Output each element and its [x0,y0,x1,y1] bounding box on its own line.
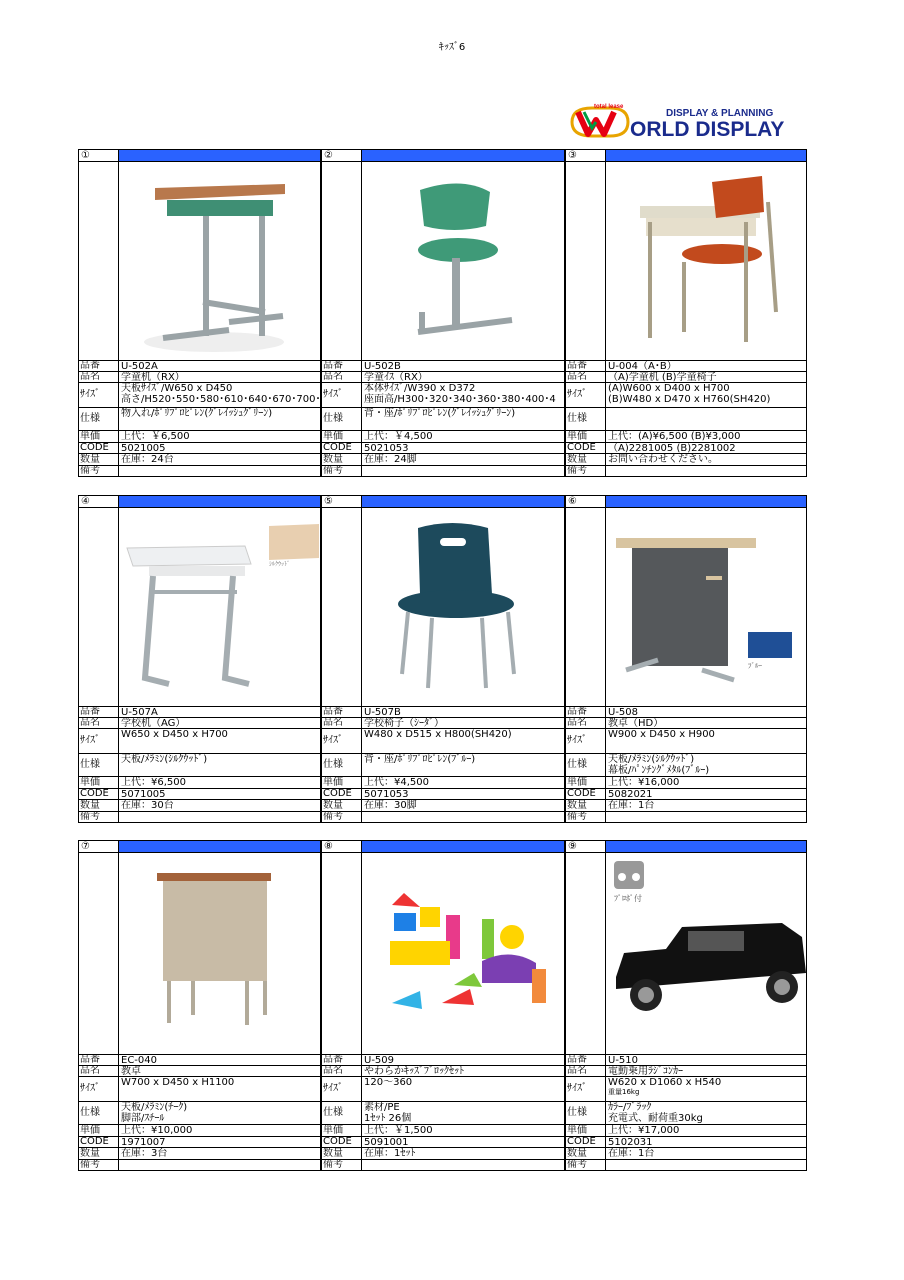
item-7-image-cell [118,852,321,1055]
number-label: 品番 [323,1054,343,1065]
item-8-note-value [361,1159,565,1171]
item-4-image-label-cell [78,507,119,707]
item-number-symbol: ① [81,150,90,161]
size-label: ｻｲｽﾞ [567,1083,587,1094]
spec-line2: 幕板/ﾊﾟﾝﾁﾝｸﾞﾒﾀﾙ(ﾌﾞﾙｰ) [608,765,710,776]
code-label: CODE [323,1136,352,1147]
spec-line1: 天板/ﾒﾗﾐﾝ(ｼﾙｸｳｯﾄﾞ) [608,754,695,765]
size-line2: (B)W480 x D470 x H760(SH420) [608,394,771,405]
product-image-2 [362,162,565,361]
size-label: ｻｲｽﾞ [323,389,343,400]
item-4-spec-label [78,753,119,777]
spec-line1: 物入れ/ﾎﾟﾘﾌﾟﾛﾋﾟﾚﾝ(ｸﾞﾚｲｯｼｭｸﾞﾘｰﾝ) [121,408,273,419]
product-image-9 [606,853,807,1055]
size-line2: 座面高/H300･320･340･360･380･400･4 [364,394,556,405]
name-value: （A)学童机 (B)学童椅子 [608,372,717,383]
item-5-image-label-cell [321,507,362,707]
item-1-note-value [118,465,321,477]
item-number-symbol: ⑦ [81,841,90,852]
note-label: 備考 [323,465,343,476]
spec-line2: 1ｾｯﾄ 26個 [364,1113,412,1124]
item-9-image-cell [605,852,807,1055]
item-6-spec-value [605,753,807,777]
item-6-image-label-cell [565,507,606,707]
item-2-size-value [361,382,565,408]
item-6-note-value [605,811,807,823]
product-image-3 [606,162,807,361]
item-2-note-label [321,465,362,477]
world-display-logo [570,100,805,142]
code-value: 5102031 [608,1137,653,1148]
logo-small-text: total lease [594,104,624,110]
code-label: CODE [80,442,109,453]
name-value: 教卓（HD） [608,718,664,729]
qty-value: 在庫：24台 [121,454,174,465]
item-4-size-value [118,728,321,754]
price-value: 上代：¥10,000 [121,1125,193,1136]
item-1-spec-value [118,407,321,431]
item-1-image-label-cell [78,161,119,361]
qty-value: 在庫：1ｾｯﾄ [364,1148,416,1159]
item-1-size-value [118,382,321,408]
name-value: 教卓 [121,1066,141,1077]
number-label: 品番 [567,1054,587,1065]
item-3-spec-label [565,407,606,431]
name-label: 品名 [567,371,587,382]
price-label: 単価 [323,777,343,788]
size-line1: 天板ｻｲｽﾞ/W650 x D450 [121,383,233,394]
code-value: 5082021 [608,789,653,800]
code-label: CODE [567,788,596,799]
size-label: ｻｲｽﾞ [567,389,587,400]
price-label: 単価 [80,1125,100,1136]
name-value: 学童ｲｽ（RX） [364,372,428,383]
item-9-note-value [605,1159,807,1171]
item-number-symbol: ② [324,150,333,161]
size-line1: W900 x D450 x H900 [608,729,715,740]
note-label: 備考 [80,465,100,476]
product-image-4 [119,508,321,707]
spec-line1: 素材/PE [364,1102,400,1113]
size-line1: W650 x D450 x H700 [121,729,228,740]
code-value: 5021005 [121,443,166,454]
qty-label: 数量 [80,800,100,811]
item-2-image-cell [361,161,565,361]
size-line1: W480 x D515 x H800(SH420) [364,729,512,740]
item-2-note-value [361,465,565,477]
size-label: ｻｲｽﾞ [567,735,587,746]
size-line1: 本体ｻｲｽﾞ/W390 x D372 [364,383,476,394]
name-label: 品名 [80,371,100,382]
spec-line1: 天板/ﾒﾗﾐﾝ(ﾁｰｸ) [121,1102,188,1113]
number-value: U-510 [608,1055,639,1066]
qty-value: お問い合わせください。 [608,454,718,465]
spec-label: 仕様 [567,1107,587,1118]
note-label: 備考 [567,1159,587,1170]
spec-line2: 充電式、耐荷重30kg [608,1113,703,1124]
page-title: ｷｯｽﾞ6 [438,42,466,53]
number-label: 品番 [80,1054,100,1065]
product-image-1 [119,162,321,361]
price-value: 上代：￥6,500 [121,431,190,442]
item-7-note-label [78,1159,119,1171]
item-8-image-cell [361,852,565,1055]
code-label: CODE [80,788,109,799]
code-value: 1971007 [121,1137,166,1148]
qty-label: 数量 [323,800,343,811]
item-8-image-label-cell [321,852,362,1055]
name-value: やわらかｷｯｽﾞﾌﾞﾛｯｸｾｯﾄ [364,1066,464,1077]
number-label: 品番 [80,360,100,371]
code-label: CODE [80,1136,109,1147]
number-label: 品番 [323,360,343,371]
logo-line2: ORLD DISPLAY [630,118,785,141]
swatch-label-blue: ﾌﾞﾙｰ [748,662,762,670]
note-label: 備考 [323,1159,343,1170]
item-3-size-label [565,382,606,408]
item-3-note-label [565,465,606,477]
item-2-size-label [321,382,362,408]
note-label: 備考 [323,811,343,822]
item-9-spec-label [565,1101,606,1125]
number-label: 品番 [567,706,587,717]
name-label: 品名 [323,371,343,382]
item-5-size-value [361,728,565,754]
item-9-image-label-cell [565,852,606,1055]
item-6-size-value [605,728,807,754]
spec-label: 仕様 [323,413,343,424]
qty-value: 在庫：1台 [608,1148,655,1159]
spec-line1: 背・座/ﾎﾟﾘﾌﾟﾛﾋﾟﾚﾝ(ｸﾞﾚｲｯｼｭｸﾞﾘｰﾝ) [364,408,516,419]
number-value: U-508 [608,707,639,718]
item-number-symbol: ⑥ [568,496,577,507]
code-value: 5071053 [364,789,409,800]
number-label: 品番 [567,360,587,371]
item-4-image-cell [118,507,321,707]
item-5-size-label [321,728,362,754]
spec-label: 仕様 [323,759,343,770]
price-label: 単価 [323,431,343,442]
note-label: 備考 [567,465,587,476]
item-9-size-value [605,1076,807,1102]
spec-line2: 脚部/ｽﾁｰﾙ [121,1113,165,1124]
number-label: 品番 [80,706,100,717]
number-value: U-509 [364,1055,395,1066]
item-1-note-label [78,465,119,477]
spec-line1: 天板/ﾒﾗﾐﾝ(ｼﾙｸｳｯﾄﾞ) [121,754,208,765]
price-value: 上代：¥6,500 [121,777,186,788]
qty-label: 数量 [80,454,100,465]
item-number-symbol: ③ [568,150,577,161]
size-line1: (A)W600 x D400 x H700 [608,383,730,394]
price-value: 上代：￥1,500 [364,1125,433,1136]
size-label: ｻｲｽﾞ [80,389,100,400]
code-value: 5071005 [121,789,166,800]
number-value: U-502A [121,361,158,372]
item-number-symbol: ⑧ [324,841,333,852]
qty-value: 在庫：30脚 [364,800,417,811]
size-label: ｻｲｽﾞ [80,735,100,746]
item-8-note-label [321,1159,362,1171]
name-value: 学校机（AG） [121,718,186,729]
code-value: （A)2281005 (B)2281002 [608,443,736,454]
spec-line1: 背・座/ﾎﾟﾘﾌﾟﾛﾋﾟﾚﾝ(ﾌﾞﾙｰ) [364,754,476,765]
size-label: ｻｲｽﾞ [80,1083,100,1094]
name-value: 電動乗用ﾗｼﾞｺﾝｶｰ [608,1066,683,1077]
size-line1: W620 x D1060 x H540 [608,1077,722,1088]
qty-value: 在庫：30台 [121,800,174,811]
size-label: ｻｲｽﾞ [323,1083,343,1094]
number-value: EC-040 [121,1055,157,1066]
item-3-size-value [605,382,807,408]
qty-value: 在庫：24脚 [364,454,417,465]
qty-label: 数量 [323,1148,343,1159]
item-6-note-label [565,811,606,823]
item-5-note-label [321,811,362,823]
item-7-image-label-cell [78,852,119,1055]
price-label: 単価 [567,431,587,442]
number-value: U-502B [364,361,401,372]
code-label: CODE [323,788,352,799]
badge-propo: ﾌﾟﾛﾎﾟ付 [614,894,642,903]
code-value: 5091001 [364,1137,409,1148]
item-3-spec-value [605,407,807,431]
item-number-symbol: ⑨ [568,841,577,852]
name-label: 品名 [80,1065,100,1076]
size-label: ｻｲｽﾞ [323,735,343,746]
item-8-size-value [361,1076,565,1102]
product-image-5 [362,508,565,707]
item-2-spec-label [321,407,362,431]
item-1-size-label [78,382,119,408]
item-8-spec-label [321,1101,362,1125]
number-value: U-507B [364,707,401,718]
price-label: 単価 [80,431,100,442]
number-value: U-004（A･B） [608,361,677,372]
item-6-image-cell [605,507,807,707]
price-label: 単価 [323,1125,343,1136]
item-3-image-cell [605,161,807,361]
spec-label: 仕様 [80,1107,100,1118]
item-4-note-label [78,811,119,823]
item-7-spec-label [78,1101,119,1125]
number-label: 品番 [323,706,343,717]
item-3-image-label-cell [565,161,606,361]
swatch-label-silkwood: ｼﾙｸｳｯﾄﾞ [269,561,291,568]
name-value: 学童机（RX） [121,372,185,383]
item-number-symbol: ④ [81,496,90,507]
item-9-note-label [565,1159,606,1171]
item-2-image-label-cell [321,161,362,361]
note-label: 備考 [80,811,100,822]
item-4-spec-value [118,753,321,777]
price-value: 上代：¥4,500 [364,777,429,788]
item-7-spec-value [118,1101,321,1125]
product-image-6 [606,508,807,707]
item-8-spec-value [361,1101,565,1125]
name-label: 品名 [567,717,587,728]
spec-label: 仕様 [80,759,100,770]
name-label: 品名 [323,717,343,728]
item-7-note-value [118,1159,321,1171]
qty-value: 在庫：3台 [121,1148,168,1159]
item-9-spec-value [605,1101,807,1125]
spec-label: 仕様 [80,413,100,424]
item-1-spec-label [78,407,119,431]
qty-label: 数量 [567,800,587,811]
name-value: 学校椅子（ｼｰﾀﾞ） [364,718,444,729]
spec-label: 仕様 [567,413,587,424]
code-label: CODE [567,1136,596,1147]
code-label: CODE [567,442,596,453]
name-label: 品名 [567,1065,587,1076]
name-label: 品名 [323,1065,343,1076]
logo-line1: DISPLAY & PLANNING [666,108,774,119]
item-7-size-label [78,1076,119,1102]
qty-label: 数量 [323,454,343,465]
qty-value: 在庫：1台 [608,800,655,811]
price-label: 単価 [567,777,587,788]
number-value: U-507A [121,707,158,718]
weight-note: 重量16kg [608,1088,640,1096]
item-8-size-label [321,1076,362,1102]
code-label: CODE [323,442,352,453]
item-5-spec-label [321,753,362,777]
qty-label: 数量 [80,1148,100,1159]
price-label: 単価 [80,777,100,788]
item-2-spec-value [361,407,565,431]
item-3-note-value [605,465,807,477]
spec-line1: ｶﾗｰ/ﾌﾞﾗｯｸ [608,1102,652,1113]
spec-label: 仕様 [567,759,587,770]
name-label: 品名 [80,717,100,728]
item-4-note-value [118,811,321,823]
spec-label: 仕様 [323,1107,343,1118]
size-line2: 高さ/H520･550･580･610･640･670･700･ [121,394,321,405]
size-line1: W700 x D450 x H1100 [121,1077,235,1088]
item-5-note-value [361,811,565,823]
code-value: 5021053 [364,443,409,454]
item-6-spec-label [565,753,606,777]
price-value: 上代：¥16,000 [608,777,680,788]
price-value: 上代：￥4,500 [364,431,433,442]
price-label: 単価 [567,1125,587,1136]
note-label: 備考 [567,811,587,822]
qty-label: 数量 [567,1148,587,1159]
note-label: 備考 [80,1159,100,1170]
item-7-size-value [118,1076,321,1102]
item-9-size-label [565,1076,606,1102]
qty-label: 数量 [567,454,587,465]
product-image-7 [119,853,321,1055]
price-value: 上代：(A)¥6,500 (B)¥3,000 [608,431,741,442]
size-line1: 120～360 [364,1077,413,1088]
item-5-image-cell [361,507,565,707]
item-number-symbol: ⑤ [324,496,333,507]
item-6-size-label [565,728,606,754]
item-4-size-label [78,728,119,754]
item-5-spec-value [361,753,565,777]
item-1-image-cell [118,161,321,361]
price-value: 上代：¥17,000 [608,1125,680,1136]
product-image-8 [362,853,565,1055]
